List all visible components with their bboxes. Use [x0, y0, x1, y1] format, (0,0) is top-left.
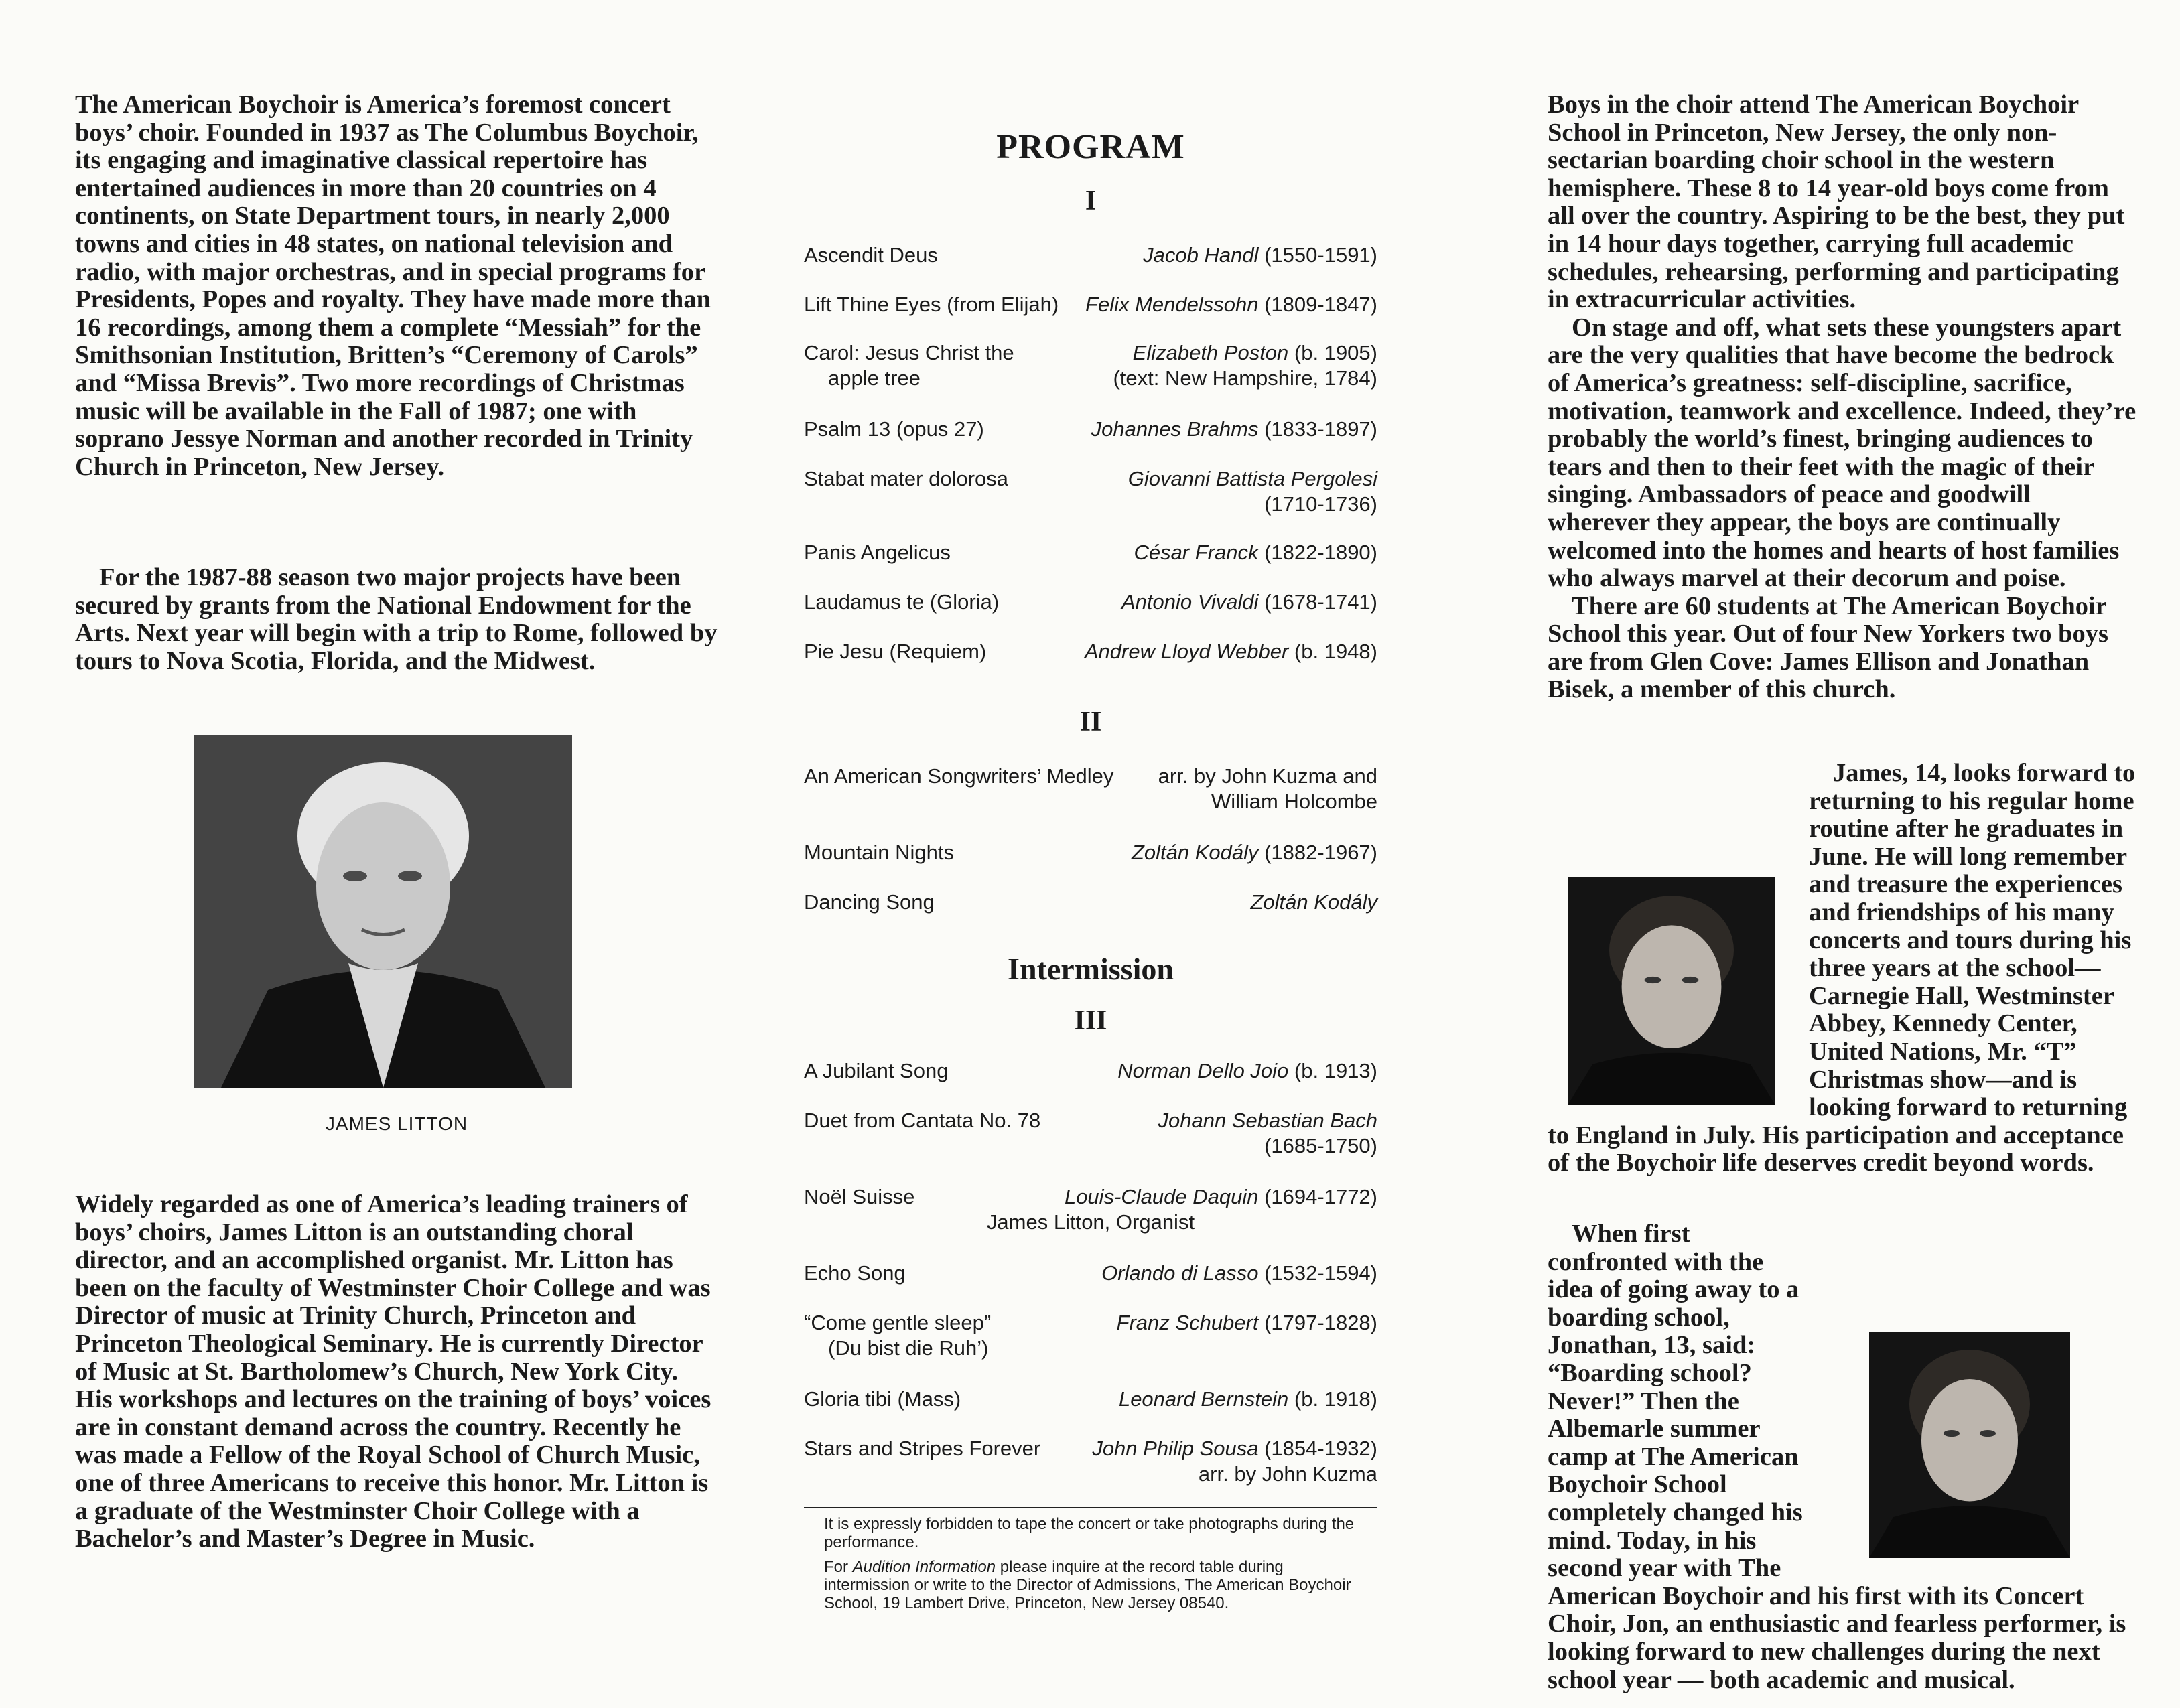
season-paragraph: For the 1987-88 season two major projects have been secured by grants from the National Endowment for the Arts. Next year will begin with a trip to Rome, followed by tours to Nova Scotia, Florida, and the Midwest. [75, 563, 718, 675]
composer-name: arr. by John Kuzma and [1158, 764, 1377, 788]
composer-name: Leonard Bernstein (b. 1918) [1118, 1387, 1377, 1411]
piece-title: Stars and Stripes Forever [804, 1437, 1041, 1460]
composer-note: (1710-1736) [1264, 492, 1377, 516]
composer-name: Louis-Claude Daquin (1694-1772) [1064, 1185, 1377, 1208]
composer-name: Zoltán Kodály (1882-1967) [1131, 841, 1377, 864]
composer-name: Zoltán Kodály [1250, 890, 1377, 914]
section-heading-2: II [1079, 707, 1102, 737]
school-paragraph: Boys in the choir attend The American Boychoir School in Princeton, New Jersey, the only non-sectarian boarding choir school in the western hemisphere. These 8 to 14 year-old boys come from all over the country. Aspiring to be the best, they put in 14 hour days together, carrying full academic schedules, rehearsing, performing and participating in extracurricular activities. [1548, 90, 2125, 314]
section-heading-3: III [1074, 1005, 1107, 1036]
piece-title-cont: apple tree [828, 366, 921, 390]
piece-title: Laudamus te (Gloria) [804, 590, 1000, 614]
jonathan-bisek-photo [1869, 1332, 2070, 1558]
piece-title: An American Songwriters’ Medley [804, 764, 1114, 788]
piece-title: Mountain Nights [804, 841, 955, 864]
school-text [1548, 91, 2137, 704]
composer-note: (text: New Hampshire, 1784) [1113, 366, 1377, 390]
piece-title: Echo Song [804, 1261, 906, 1285]
piece-title: Psalm 13 (opus 27) [804, 417, 984, 441]
piece-title: Panis Angelicus [804, 541, 951, 564]
composer-name: Antonio Vivaldi (1678-1741) [1121, 590, 1377, 614]
piece-title: Dancing Song [804, 890, 935, 914]
piece-title: Pie Jesu (Requiem) [804, 640, 987, 663]
composer-name: Johann Sebastian Bach [1158, 1109, 1377, 1132]
values-paragraph: On stage and off, what sets these youngsters apart are the very qualities that have become the bedrock of America’s greatness: self-discipline, sacrifice, motivation, teamwork and excellence. Indeed, they’re probably the world’s finest, bringing audiences to tears and then to their feet with the magic of their singing. Ambassadors of peace and goodwill wherever they appear, the boys are continually welcomed into the homes and hearts of host families who always marvel at their decorum and poise. [1548, 313, 2136, 593]
program-title: PROGRAM [996, 128, 1185, 166]
composer-name: Orlando di Lasso (1532-1594) [1101, 1261, 1377, 1285]
piece-title: Carol: Jesus Christ the [804, 341, 1014, 364]
piece-title: Gloria tibi (Mass) [804, 1387, 961, 1411]
students-paragraph: There are 60 students at The American Boychoir School this year. Out of four New Yorkers two boys are from Glen Cove: James Ellison and Jonathan Bisek, a member of this church. [1548, 591, 2109, 704]
composer-name: César Franck (1822-1890) [1134, 541, 1377, 564]
piece-title: Lift Thine Eyes (from Elijah) [804, 293, 1059, 316]
piece-title: Ascendit Deus [804, 243, 938, 267]
piece-title-cont: (Du bist die Ruh’) [828, 1336, 989, 1360]
composer-note: William Holcombe [1211, 790, 1377, 813]
composer-name: John Philip Sousa (1854-1932) [1092, 1437, 1377, 1460]
composer-name: Jacob Handl (1550-1591) [1143, 243, 1377, 267]
piece-title: A Jubilant Song [804, 1059, 949, 1082]
composer-name: Johannes Brahms (1833-1897) [1091, 417, 1377, 441]
performer-note: James Litton, Organist [986, 1210, 1195, 1234]
composer-note: arr. by John Kuzma [1198, 1462, 1377, 1486]
recording-notice: It is expressly forbidden to tape the concert or take photographs during the performance. [824, 1515, 1355, 1551]
composer-name: Franz Schubert (1797-1828) [1116, 1311, 1377, 1334]
composer-name: Giovanni Battista Pergolesi [1128, 467, 1377, 490]
intermission-heading: Intermission [1008, 952, 1174, 986]
piece-title: “Come gentle sleep” [804, 1311, 992, 1334]
composer-name: Elizabeth Poston (b. 1905) [1132, 341, 1377, 364]
piece-title: Noël Suisse [804, 1185, 915, 1208]
composer-name: Felix Mendelssohn (1809-1847) [1085, 293, 1377, 316]
piece-title: Duet from Cantata No. 78 [804, 1109, 1041, 1132]
notice-divider [804, 1507, 1377, 1508]
composer-name: Norman Dello Joio (b. 1913) [1117, 1059, 1377, 1082]
litton-bio [75, 1191, 718, 1553]
composer-note: (1685-1750) [1264, 1134, 1377, 1157]
piece-title: Stabat mater dolorosa [804, 467, 1009, 490]
jonathan-paragraph: When first confronted with the idea of going away to a boarding school, Jonathan, 13, said: “Boarding school? Never!” Then the Albemarle summer camp at The American Boychoir School completely changed his mind. Today, in his second year with The American Boychoir and his first with its Concert Choir, Jon, an enthusiastic and fearless performer, is looking forward to new challenges during the next school year — both academic and musical. [1548, 1220, 2126, 1694]
audition-notice: For Audition Information please inquire at the record table during intermission or write to the Director of Admissions, The American Boychoir School, 19 Lambert Drive, Princeton, New Jersey 08540. [824, 1558, 1351, 1612]
intro-text [75, 91, 718, 481]
composer-name: Andrew Lloyd Webber (b. 1948) [1084, 640, 1377, 663]
james-litton-photo [194, 735, 572, 1088]
section-heading-1: I [1085, 186, 1097, 216]
intro-text-2 [75, 564, 718, 675]
photo-caption: JAMES LITTON [325, 1113, 468, 1134]
intro-paragraph: The American Boychoir is America’s foremost concert boys’ choir. Founded in 1937 as The Columbus Boychoir, its engaging and imaginative classical repertoire has entertained audiences in more than 20 countries on 4 continents, on State Department tours, in nearly 2,000 towns and cities in 48 states, on national television and radio, with major orchestras, and in special programs for Presidents, Popes and royalty. They have made more than 16 recordings, among them a complete “Messiah” for the Smithsonian Institution, Britten’s “Ceremony of Carols” and “Missa Brevis”. Two more recordings of Christmas music will be available in the Fall of 1987; one with soprano Jessye Norman and another recorded in Trinity Church in Princeton, New Jersey. [75, 90, 711, 481]
performance-notice [824, 1515, 1360, 1619]
james-paragraph: James, 14, looks forward to returning to his regular home routine after he graduates in June. He will long remember and treasure the experiences and friendships of his many concerts and tours during his three years at the school—Carnegie Hall, Westminster Abbey, Kennedy Center, United Nations, Mr. “T” Christmas show—and is looking forward to returning to England in July. His participation and acceptance of the Boychoir life deserves credit beyond words. [1548, 759, 2136, 1178]
james-ellison-photo [1568, 877, 1775, 1105]
bio-paragraph: Widely regarded as one of America’s leading trainers of boys’ choirs, James Litton is an outstanding choral director, and an accomplished organist. Mr. Litton has been on the faculty of Westminster Choir College and was Director of music at Trinity Church, Princeton and Princeton Theological Seminary. He is currently Director of Music at St. Bartholomew’s Church, New York City. His workshops and lectures on the training of boys’ voices are in constant demand across the country. Recently he was made a Fellow of the Royal School of Church Music, one of three Americans to receive this honor. Mr. Litton is a graduate of the Westminster Choir College with a Bachelor’s and Master’s Degree in Music. [75, 1190, 711, 1553]
portrait-image [194, 735, 572, 1088]
